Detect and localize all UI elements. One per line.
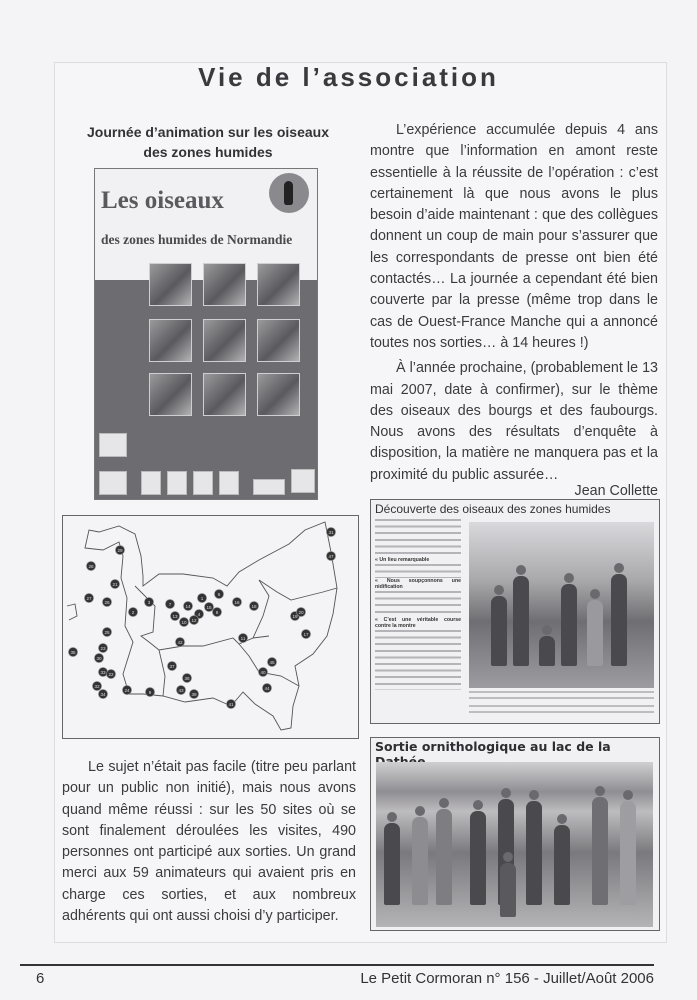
site-marker-label: 32 bbox=[94, 683, 100, 689]
clipping-text-lines bbox=[375, 591, 461, 617]
site-marker bbox=[165, 599, 174, 608]
site-marker bbox=[326, 551, 335, 560]
bird-photo-thumbnail bbox=[257, 263, 300, 306]
bird-photo-thumbnail bbox=[149, 373, 192, 416]
newspaper-clipping-2 bbox=[370, 737, 660, 931]
person-silhouette bbox=[513, 576, 529, 666]
site-markers bbox=[68, 527, 335, 708]
clipping-text-lines bbox=[375, 519, 461, 557]
site-marker bbox=[232, 597, 241, 606]
site-marker-label: 43 bbox=[178, 687, 184, 693]
site-marker-label: 12 bbox=[191, 617, 197, 623]
child-silhouette bbox=[500, 863, 516, 917]
page-number: 6 bbox=[36, 970, 45, 987]
site-marker bbox=[102, 627, 111, 636]
clipping-text-lines bbox=[375, 564, 461, 578]
site-marker bbox=[122, 685, 131, 694]
site-marker-label: 39 bbox=[191, 691, 197, 697]
bird-photo-thumbnail bbox=[257, 319, 300, 362]
site-marker bbox=[179, 617, 188, 626]
site-marker-label: 20 bbox=[298, 609, 304, 615]
article-heading bbox=[62, 122, 354, 162]
site-marker bbox=[144, 597, 153, 606]
site-marker-label: 11 bbox=[240, 635, 246, 641]
site-marker-label: 17 bbox=[303, 631, 309, 637]
site-marker-label: 21 bbox=[112, 581, 118, 587]
clipping-1-caption bbox=[469, 691, 654, 699]
person-silhouette bbox=[526, 801, 542, 905]
sponsor-logo-icon bbox=[291, 469, 315, 493]
person-silhouette bbox=[539, 636, 555, 666]
site-marker-label: 9 bbox=[148, 689, 152, 695]
site-marker-label: 4 bbox=[197, 611, 201, 617]
newspaper-clipping-1 bbox=[370, 499, 660, 724]
site-marker-label: 3 bbox=[147, 599, 151, 605]
site-marker bbox=[296, 607, 305, 616]
person-silhouette bbox=[436, 809, 452, 905]
clipping-1-footer-text bbox=[469, 705, 654, 715]
site-marker-label: 13 bbox=[172, 613, 178, 619]
person-silhouette bbox=[587, 600, 603, 666]
site-marker-label: 26 bbox=[104, 599, 110, 605]
person-silhouette bbox=[611, 574, 627, 666]
site-marker-label: 35 bbox=[70, 649, 76, 655]
site-marker-label: 14 bbox=[185, 603, 191, 609]
site-marker-label: 19 bbox=[292, 613, 298, 619]
article-heading-line-1: Journée d’animation sur les oiseaux bbox=[87, 124, 329, 140]
site-marker bbox=[145, 687, 154, 696]
site-marker bbox=[94, 653, 103, 662]
sponsor-logo-icon bbox=[99, 471, 127, 495]
site-marker-label: 44 bbox=[264, 685, 270, 691]
site-marker-label: 47 bbox=[328, 553, 334, 559]
article-left-column bbox=[62, 757, 356, 927]
sponsor-logo-icon bbox=[99, 433, 127, 457]
bird-photo-thumbnail bbox=[149, 263, 192, 306]
site-marker-label: 8 bbox=[215, 609, 219, 615]
bird-photo-thumbnail bbox=[203, 263, 246, 306]
site-marker bbox=[262, 683, 271, 692]
site-marker-label: 31 bbox=[328, 529, 334, 535]
site-marker bbox=[170, 611, 179, 620]
clipping-1-quote: « Un lieu remarquable bbox=[375, 557, 430, 563]
site-marker-label: 16 bbox=[234, 599, 240, 605]
site-marker bbox=[106, 669, 115, 678]
clipping-text-lines bbox=[375, 630, 461, 690]
site-marker bbox=[238, 633, 247, 642]
site-marker-label: 41 bbox=[228, 701, 234, 707]
site-marker-label: 7 bbox=[168, 601, 172, 607]
site-marker bbox=[68, 647, 77, 656]
site-marker bbox=[102, 597, 111, 606]
site-marker bbox=[110, 579, 119, 588]
site-marker bbox=[301, 629, 310, 638]
group-photo-clipping-1 bbox=[469, 522, 654, 688]
article-paragraph: Le sujet n’était pas facile (titre peu parlant pour un public non initié), mais nous avons quand même réussi : sur les 50 sites où se sont finalement déroulées les visites, 490 personnes ont participé aux sorties. Un grand merci aux 59 animateurs qui avaient pris en charge ces sorties, et aux nombreux adhérents qui ont aussi choisi d’y participer. bbox=[62, 759, 356, 925]
site-marker bbox=[226, 699, 235, 708]
site-marker-label: 22 bbox=[108, 671, 114, 677]
clipping-2-title: Sortie ornithologique au lac de la bbox=[375, 739, 611, 754]
person-silhouette bbox=[491, 596, 507, 666]
site-marker-label: 10 bbox=[181, 619, 187, 625]
clipping-1-quote: « C’est une véritable course contre la montre bbox=[375, 616, 461, 630]
site-marker-label: 38 bbox=[184, 675, 190, 681]
site-marker-label: 18 bbox=[251, 603, 257, 609]
department-border bbox=[253, 636, 269, 638]
bird-photo-thumbnail bbox=[203, 373, 246, 416]
group-photo-clipping-2 bbox=[376, 762, 653, 927]
site-marker-label: 33 bbox=[100, 669, 106, 675]
person-silhouette bbox=[561, 584, 577, 666]
site-marker bbox=[258, 667, 267, 676]
site-marker-label: 2 bbox=[131, 609, 135, 615]
site-marker bbox=[86, 561, 95, 570]
article-right-column bbox=[370, 120, 658, 486]
site-marker-label: 40 bbox=[260, 669, 266, 675]
site-marker bbox=[115, 545, 124, 554]
article-heading-line-2: des zones humides bbox=[143, 144, 273, 160]
event-poster bbox=[94, 168, 318, 500]
person-silhouette bbox=[470, 811, 486, 905]
article-paragraph: L’expérience accumulée depuis 4 ans montre que l’information en amont reste essentielle à la réussite de l’opération : c’est certainement là que nous avons le plus besoin d’aide maintenant : que des collègues donnent un coup de main pour s’assurer que les correspondants de presse ont bien été contactés… La journée a cependant été bien couverte par la presse (même trop dans le cas de Ouest-France Manche qui a annoncé toutes nos sorties… à 14 heures !) bbox=[370, 122, 658, 351]
poster-title: Les oiseaux bbox=[101, 187, 224, 214]
site-marker bbox=[183, 601, 192, 610]
poster-subtitle: des zones humides de Normandie bbox=[101, 232, 293, 247]
cormorant-logo-icon bbox=[269, 173, 309, 213]
map-svg bbox=[63, 516, 358, 738]
site-marker-label: 42 bbox=[177, 639, 183, 645]
site-marker bbox=[182, 673, 191, 682]
department-border bbox=[259, 580, 337, 600]
island-outline bbox=[67, 604, 77, 620]
article-paragraph: À l’année prochaine, (probablement le 13 mai 2007, date à confirmer), sur le thème des oiseaux des bourgs et des faubourgs. Nous avons des résultats d’enquête à disposition, la matière ne manquera pas et la proximité du public assurée… bbox=[370, 360, 658, 483]
bird-photo-thumbnail bbox=[203, 319, 246, 362]
site-marker bbox=[98, 689, 107, 698]
clipping-1-body bbox=[375, 519, 461, 690]
site-marker bbox=[189, 689, 198, 698]
site-marker-label: 34 bbox=[100, 691, 106, 697]
site-marker bbox=[167, 661, 176, 670]
person-silhouette bbox=[592, 797, 608, 905]
site-marker-label: 28 bbox=[88, 563, 94, 569]
site-marker-label: 45 bbox=[269, 659, 275, 665]
author-signature: Jean Collette bbox=[574, 483, 658, 499]
bird-photo-thumbnail bbox=[149, 319, 192, 362]
clipping-1-title: Découverte des oiseaux des zones humides bbox=[375, 502, 611, 516]
site-marker bbox=[98, 643, 107, 652]
clipping-1-quote: « Nous soupçonnons une nidification bbox=[375, 577, 461, 591]
site-marker bbox=[267, 657, 276, 666]
site-marker bbox=[214, 589, 223, 598]
sponsor-logo-icon bbox=[167, 471, 187, 495]
person-silhouette bbox=[412, 817, 428, 905]
site-marker bbox=[98, 667, 107, 676]
site-marker bbox=[175, 637, 184, 646]
site-marker-label: 1 bbox=[200, 595, 204, 601]
section-title: Vie de l’association bbox=[198, 62, 499, 92]
site-marker bbox=[204, 602, 213, 611]
site-marker bbox=[326, 527, 335, 536]
site-marker bbox=[197, 593, 206, 602]
sponsor-logo-icon bbox=[193, 471, 213, 495]
footer-rule bbox=[20, 964, 654, 966]
person-silhouette bbox=[384, 823, 400, 905]
site-marker bbox=[189, 615, 198, 624]
site-marker bbox=[176, 685, 185, 694]
site-marker-label: 24 bbox=[124, 687, 130, 693]
site-marker-label: 37 bbox=[169, 663, 175, 669]
site-marker bbox=[212, 607, 221, 616]
site-marker-label: 6 bbox=[217, 591, 221, 597]
department-border bbox=[159, 650, 165, 696]
site-marker-label: 27 bbox=[86, 595, 92, 601]
site-marker-label: 29 bbox=[117, 547, 123, 553]
site-marker bbox=[128, 607, 137, 616]
sponsor-logo-icon bbox=[141, 471, 161, 495]
sponsor-logo-icon bbox=[219, 471, 239, 495]
publication-footer: Le Petit Cormoran n° 156 - Juillet/Août 2006 bbox=[360, 970, 654, 987]
site-marker-label: 25 bbox=[104, 629, 110, 635]
person-silhouette bbox=[554, 825, 570, 905]
site-marker bbox=[249, 601, 258, 610]
normandy-sites-map bbox=[62, 515, 359, 739]
sponsor-logo-icon bbox=[253, 479, 285, 495]
site-marker bbox=[92, 681, 101, 690]
site-marker bbox=[84, 593, 93, 602]
bird-photo-thumbnail bbox=[257, 373, 300, 416]
person-silhouette bbox=[620, 801, 636, 905]
site-marker-label: 23 bbox=[100, 645, 106, 651]
site-marker-label: 15 bbox=[206, 604, 212, 610]
site-marker-label: 30 bbox=[96, 655, 102, 661]
